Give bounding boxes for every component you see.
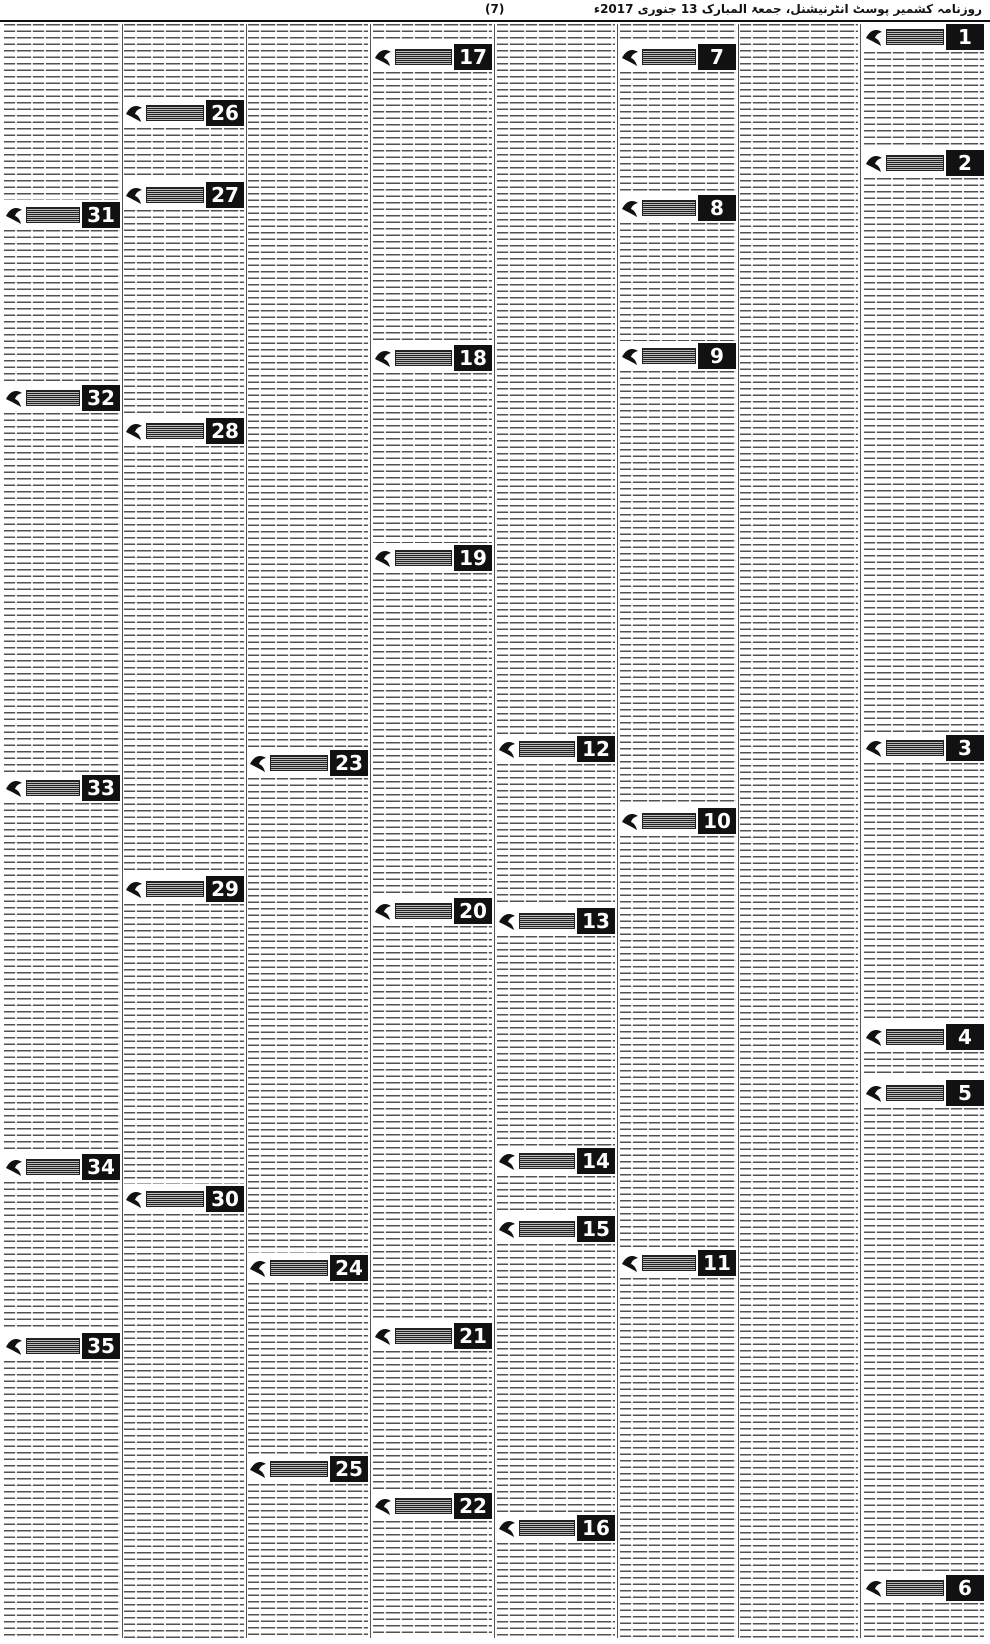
section-header-bar [620, 195, 736, 221]
section-rule-graphic [270, 1461, 328, 1477]
article-text-block [497, 1543, 615, 1638]
section-header-bar [124, 418, 244, 444]
section-rule-graphic [270, 755, 328, 771]
section-header-bar [4, 1154, 120, 1180]
section-header-bar [248, 750, 368, 776]
bird-emblem-icon [373, 1325, 393, 1347]
section-header-bar [620, 1250, 736, 1276]
bird-emblem-icon [4, 777, 24, 799]
section-header-bar [124, 182, 244, 208]
section-header-bar [4, 775, 120, 801]
section-header-bar [248, 1255, 368, 1281]
article-text-block [248, 1484, 368, 1638]
section-header-bar [620, 808, 736, 834]
article-text-block [497, 764, 615, 906]
bird-emblem-icon [864, 1082, 884, 1104]
bird-emblem-icon [373, 547, 393, 569]
section-rule-graphic [26, 390, 80, 406]
section-number: 22 [454, 1493, 492, 1519]
text-column [620, 24, 736, 1638]
column-divider [617, 24, 618, 1638]
bird-emblem-icon [864, 737, 884, 759]
section-rule-graphic [26, 780, 80, 796]
article-text-block [124, 904, 244, 1184]
article-text-block [620, 836, 736, 1248]
article-text-block [620, 72, 736, 193]
section-number: 3 [946, 735, 984, 761]
section-number: 29 [206, 876, 244, 902]
section-rule-graphic [886, 155, 944, 171]
section-header-bar [864, 24, 984, 50]
section-number: 6 [946, 1575, 984, 1601]
article-text-block [124, 24, 244, 98]
article-text-block [4, 1361, 120, 1638]
article-text-block [497, 24, 615, 734]
column-divider [246, 24, 247, 1638]
article-text-block [864, 1052, 984, 1078]
article-text-block [373, 72, 492, 343]
section-rule-graphic [26, 207, 80, 223]
section-rule-graphic [519, 1153, 575, 1169]
section-number: 34 [82, 1154, 120, 1180]
section-header-bar [497, 908, 615, 934]
section-rule-graphic [642, 813, 696, 829]
section-rule-graphic [146, 187, 204, 203]
section-rule-graphic [395, 1498, 452, 1514]
section-header-bar [373, 545, 492, 571]
article-text-block [4, 413, 120, 773]
section-number: 30 [206, 1186, 244, 1212]
article-text-block [248, 1283, 368, 1454]
section-header-bar [497, 1515, 615, 1541]
article-text-block [373, 1521, 492, 1638]
section-number: 13 [577, 908, 615, 934]
section-rule-graphic [642, 49, 696, 65]
article-text-block [497, 936, 615, 1146]
section-number: 9 [698, 343, 736, 369]
section-rule-graphic [270, 1260, 328, 1276]
section-number: 12 [577, 736, 615, 762]
article-text-block [864, 763, 984, 1022]
section-number: 18 [454, 345, 492, 371]
article-text-block [124, 210, 244, 416]
article-text-block [620, 24, 736, 42]
section-header-bar [248, 1456, 368, 1482]
bird-emblem-icon [124, 1188, 144, 1210]
bird-emblem-icon [248, 1257, 268, 1279]
section-number: 20 [454, 898, 492, 924]
section-number: 19 [454, 545, 492, 571]
bird-emblem-icon [124, 878, 144, 900]
section-header-bar [864, 1575, 984, 1601]
section-rule-graphic [886, 1029, 944, 1045]
article-text-block [4, 230, 120, 383]
bird-emblem-icon [620, 46, 640, 68]
bird-emblem-icon [620, 810, 640, 832]
section-rule-graphic [519, 1520, 575, 1536]
text-column [248, 24, 368, 1638]
section-rule-graphic [395, 903, 452, 919]
column-divider [738, 24, 739, 1638]
section-header-bar [864, 150, 984, 176]
section-header-bar [620, 44, 736, 70]
bird-emblem-icon [497, 1150, 517, 1172]
section-number: 16 [577, 1515, 615, 1541]
article-text-block [864, 1108, 984, 1573]
bird-emblem-icon [248, 1458, 268, 1480]
text-column [4, 24, 120, 1638]
bird-emblem-icon [620, 345, 640, 367]
bird-emblem-icon [373, 900, 393, 922]
column-divider [370, 24, 371, 1638]
page-header [0, 0, 990, 22]
section-number: 17 [454, 44, 492, 70]
article-text-block [373, 1351, 492, 1491]
section-header-bar [124, 100, 244, 126]
section-number: 23 [330, 750, 368, 776]
section-number: 8 [698, 195, 736, 221]
section-header-bar [497, 1216, 615, 1242]
section-number: 31 [82, 202, 120, 228]
section-header-bar [620, 343, 736, 369]
article-text-block [248, 24, 368, 748]
section-number: 14 [577, 1148, 615, 1174]
article-text-block [124, 128, 244, 180]
bird-emblem-icon [864, 1026, 884, 1048]
section-number: 11 [698, 1250, 736, 1276]
section-number: 28 [206, 418, 244, 444]
section-rule-graphic [642, 200, 696, 216]
section-rule-graphic [519, 741, 575, 757]
section-header-bar [373, 1323, 492, 1349]
section-rule-graphic [886, 29, 944, 45]
text-column [864, 24, 984, 1638]
bird-emblem-icon [864, 152, 884, 174]
section-number: 7 [698, 44, 736, 70]
bird-emblem-icon [373, 347, 393, 369]
section-rule-graphic [886, 740, 944, 756]
section-rule-graphic [26, 1338, 80, 1354]
article-text-block [373, 24, 492, 42]
section-header-bar [373, 1493, 492, 1519]
section-rule-graphic [146, 423, 204, 439]
column-divider [122, 24, 123, 1638]
section-rule-graphic [146, 1191, 204, 1207]
article-text-block [248, 778, 368, 1253]
text-column [740, 24, 858, 1638]
article-text-block [864, 52, 984, 148]
bird-emblem-icon [4, 1335, 24, 1357]
article-text-block [740, 24, 858, 1638]
column-divider [494, 24, 495, 1638]
article-text-block [4, 803, 120, 1152]
article-text-block [620, 1278, 736, 1638]
bird-emblem-icon [497, 738, 517, 760]
article-text-block [620, 371, 736, 806]
page-number: (7) [485, 2, 505, 16]
column-divider [860, 24, 861, 1638]
bird-emblem-icon [373, 1495, 393, 1517]
section-rule-graphic [395, 550, 452, 566]
bird-emblem-icon [248, 752, 268, 774]
bird-emblem-icon [497, 910, 517, 932]
bird-emblem-icon [124, 420, 144, 442]
section-header-bar [864, 1024, 984, 1050]
section-header-bar [4, 385, 120, 411]
bird-emblem-icon [620, 1252, 640, 1274]
section-number: 24 [330, 1255, 368, 1281]
bird-emblem-icon [373, 46, 393, 68]
section-rule-graphic [642, 348, 696, 364]
section-header-bar [497, 736, 615, 762]
section-rule-graphic [886, 1085, 944, 1101]
masthead: روزنامہ کشمیر پوسٹ انٹرنیشنل، جمعۃ المبارک 13 جنوری 2017ء [593, 2, 982, 16]
section-number: 1 [946, 24, 984, 50]
section-number: 4 [946, 1024, 984, 1050]
section-rule-graphic [886, 1580, 944, 1596]
bird-emblem-icon [4, 204, 24, 226]
section-number: 15 [577, 1216, 615, 1242]
section-rule-graphic [146, 881, 204, 897]
section-rule-graphic [395, 350, 452, 366]
section-number: 27 [206, 182, 244, 208]
bird-emblem-icon [4, 1156, 24, 1178]
section-header-bar [4, 1333, 120, 1359]
section-number: 10 [698, 808, 736, 834]
bird-emblem-icon [864, 1577, 884, 1599]
article-text-block [373, 373, 492, 543]
bird-emblem-icon [864, 26, 884, 48]
section-rule-graphic [519, 1221, 575, 1237]
bird-emblem-icon [497, 1517, 517, 1539]
bird-emblem-icon [124, 102, 144, 124]
article-text-block [497, 1176, 615, 1214]
bird-emblem-icon [124, 184, 144, 206]
section-rule-graphic [519, 913, 575, 929]
article-text-block [4, 1182, 120, 1331]
article-text-block [373, 573, 492, 896]
bird-emblem-icon [497, 1218, 517, 1240]
section-header-bar [4, 202, 120, 228]
text-column [497, 24, 615, 1638]
article-text-block [864, 178, 984, 733]
section-rule-graphic [395, 1328, 452, 1344]
section-rule-graphic [26, 1159, 80, 1175]
section-header-bar [124, 876, 244, 902]
bird-emblem-icon [620, 197, 640, 219]
section-number: 2 [946, 150, 984, 176]
section-rule-graphic [146, 105, 204, 121]
section-number: 5 [946, 1080, 984, 1106]
section-number: 33 [82, 775, 120, 801]
section-rule-graphic [642, 1255, 696, 1271]
article-text-block [864, 1603, 984, 1638]
article-text-block [497, 1244, 615, 1513]
article-text-block [124, 1214, 244, 1638]
text-column [373, 24, 492, 1638]
section-number: 25 [330, 1456, 368, 1482]
section-header-bar [373, 345, 492, 371]
section-number: 32 [82, 385, 120, 411]
article-text-block [620, 223, 736, 341]
article-text-block [373, 926, 492, 1321]
section-header-bar [124, 1186, 244, 1212]
section-number: 26 [206, 100, 244, 126]
section-header-bar [373, 898, 492, 924]
section-number: 21 [454, 1323, 492, 1349]
section-header-bar [373, 44, 492, 70]
section-number: 35 [82, 1333, 120, 1359]
section-header-bar [864, 735, 984, 761]
section-rule-graphic [395, 49, 452, 65]
article-text-block [124, 446, 244, 874]
section-header-bar [864, 1080, 984, 1106]
bird-emblem-icon [4, 387, 24, 409]
section-header-bar [497, 1148, 615, 1174]
article-text-block [4, 24, 120, 200]
text-column [124, 24, 244, 1638]
